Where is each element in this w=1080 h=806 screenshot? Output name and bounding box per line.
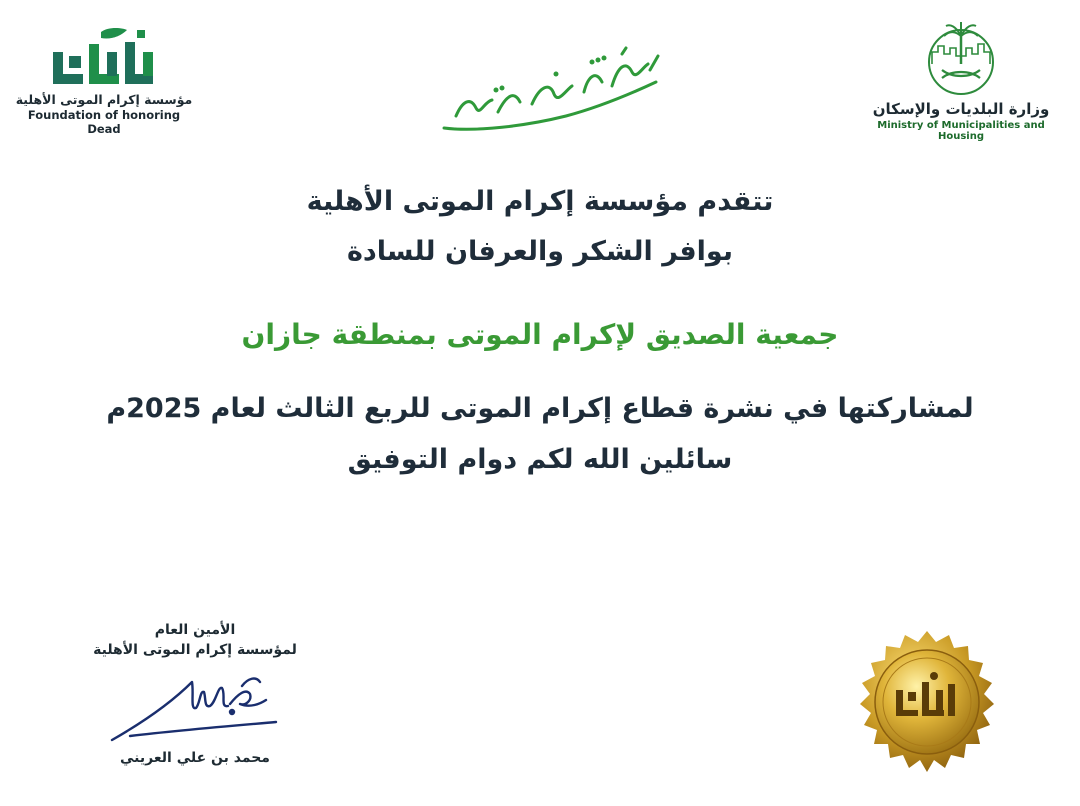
intro-line: تتقدم مؤسسة إكرام الموتى الأهلية bbox=[306, 186, 774, 217]
gold-seal-icon bbox=[852, 628, 1002, 778]
thanks-calligraphy bbox=[436, 46, 666, 142]
signer-org: لمؤسسة إكرام الموتى الأهلية bbox=[93, 642, 297, 658]
signature-block bbox=[70, 622, 320, 766]
reason-line: لمشاركتها في نشرة قطاع إكرام الموتى للربع الثالث لعام 2025م bbox=[106, 393, 974, 424]
ministry-emblem-icon bbox=[916, 18, 1006, 98]
signer-title: الأمين العام bbox=[154, 622, 236, 638]
recipient-name: جمعية الصديق لإكرام الموتى بمنطقة جازان bbox=[241, 318, 839, 351]
ministry-logo bbox=[856, 18, 1066, 142]
ministry-name-ar: وزارة البلديات والإسكان bbox=[872, 100, 1050, 118]
thanks-line: بوافر الشكر والعرفان للسادة bbox=[346, 236, 733, 267]
foundation-name-ar: مؤسسة إكرام الموتى الأهلية bbox=[15, 92, 193, 107]
foundation-name-en: Foundation of honoring Dead bbox=[27, 108, 181, 136]
wishes-line: سائلين الله لكم دوام التوفيق bbox=[347, 444, 733, 475]
foundation-logo bbox=[14, 26, 194, 136]
handwritten-signature bbox=[100, 664, 290, 748]
ministry-name-en: Ministry of Municipalities and Housing bbox=[877, 120, 1045, 142]
signer-name: محمد بن علي العريني bbox=[120, 750, 270, 766]
ikram-logo-icon bbox=[49, 26, 159, 88]
